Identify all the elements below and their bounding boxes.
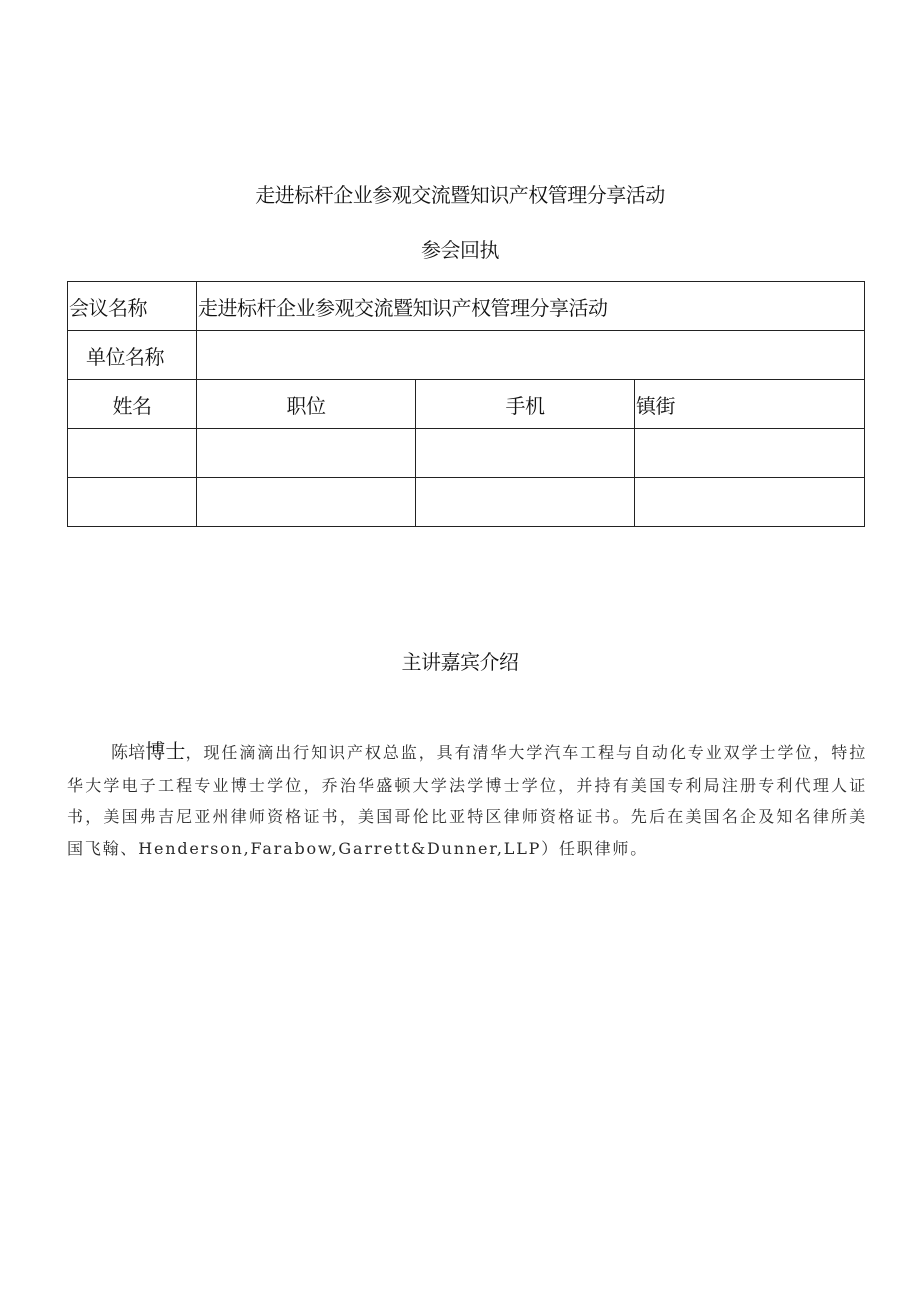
unit-name-label: 单位名称: [68, 331, 197, 380]
town-cell[interactable]: [635, 429, 865, 478]
document-title: 走进标杆企业参观交流暨知识产权管理分享活动: [255, 183, 665, 207]
mobile-cell[interactable]: [416, 429, 635, 478]
speaker-section-title: 主讲嘉宾介绍: [401, 650, 519, 674]
column-header-town: 镇街: [635, 380, 865, 429]
meeting-name-value: 走进标杆企业参观交流暨知识产权管理分享活动: [197, 282, 865, 331]
registration-form-table: [67, 281, 865, 527]
table-row: [68, 478, 865, 527]
column-header-mobile: 手机: [416, 380, 635, 429]
table-row: [68, 429, 865, 478]
document-subtitle: 参会回执: [421, 238, 499, 262]
speaker-name: 陈培: [111, 743, 146, 763]
speaker-honorific: 博士: [145, 739, 186, 763]
unit-row: [68, 331, 865, 380]
meeting-row: [68, 282, 865, 331]
meeting-name-label: 会议名称: [68, 282, 197, 331]
position-cell[interactable]: [197, 429, 416, 478]
position-cell[interactable]: [197, 478, 416, 527]
town-cell[interactable]: [635, 478, 865, 527]
header-row: [68, 380, 865, 429]
column-header-position: 职位: [197, 380, 416, 429]
unit-name-field[interactable]: [197, 331, 865, 380]
column-header-name: 姓名: [68, 380, 197, 429]
name-cell[interactable]: [68, 429, 197, 478]
speaker-bio-text: ，现任滴滴出行知识产权总监，具有清华大学汽车工程与自动化专业双学士学位，特拉华大学电子工程专业博士学位，乔治华盛顿大学法学博士学位，并持有美国专利局注册专利代理人证书，美国弗吉尼亚州律师资格证书，美国哥伦比亚特区律师资格证书。先后在美国名企及知名律所美国飞翰、Henderson,Farabow,Garrett&Dunner,LLP）任职律师。: [67, 743, 868, 858]
name-cell[interactable]: [68, 478, 197, 527]
mobile-cell[interactable]: [416, 478, 635, 527]
speaker-bio: [67, 736, 867, 864]
